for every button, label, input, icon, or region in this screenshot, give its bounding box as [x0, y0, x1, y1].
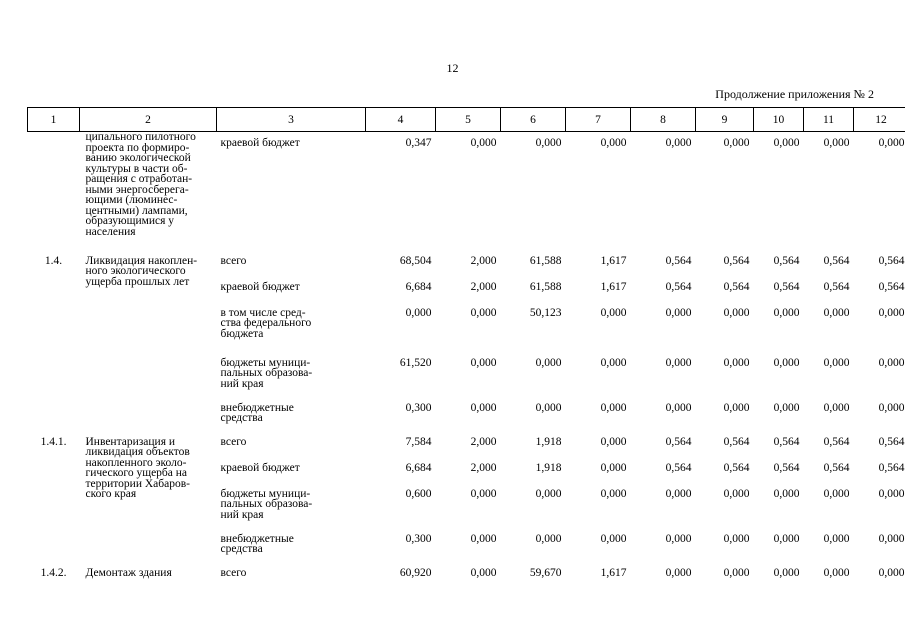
value-cell: 0,000 [878, 137, 905, 149]
table-row [28, 132, 905, 250]
column-number: 2 [80, 108, 217, 132]
funding-source-cell [217, 457, 366, 483]
value-cell: 0,000 [773, 487, 800, 500]
column-number: 3 [217, 108, 366, 132]
value-cell: 0,564 [823, 280, 850, 293]
column-number: 5 [436, 108, 501, 132]
value-cell: 0,564 [773, 254, 800, 267]
value-cell: 0,564 [723, 254, 750, 267]
value-cell: 0,000 [535, 401, 562, 414]
value-cell: 0,000 [665, 487, 692, 500]
table-row [28, 562, 905, 588]
value-cell: 0,564 [723, 461, 750, 474]
funding-source: в том числе сред- ства федерального бюджета [220, 306, 312, 340]
value-cell: 1,617 [600, 254, 627, 267]
value-cell: 0,000 [470, 487, 497, 500]
value-cell: 0,000 [470, 306, 497, 319]
funding-source-cell [217, 483, 366, 528]
value-cell: 0,000 [878, 356, 905, 369]
value-cell: 0,000 [823, 306, 850, 319]
value-cell: 1,918 [535, 461, 562, 474]
value-cell: 0,000 [773, 137, 800, 149]
column-number: 10 [754, 108, 804, 132]
value-cell: 59,670 [529, 566, 562, 579]
value-cell: 0,564 [878, 461, 905, 474]
value-cell: 1,918 [535, 435, 562, 448]
value-cell: 0,000 [665, 532, 692, 545]
value-cell: 0,564 [773, 280, 800, 293]
item-name: Ликвидация накоплен- ного экологического ущерба прошлых лет [85, 254, 198, 288]
table-row [28, 250, 905, 276]
value-cell: 0,000 [878, 566, 905, 579]
value-cell: 0,000 [470, 137, 497, 149]
value-cell: 0,300 [405, 401, 432, 414]
funding-source: всего [220, 435, 247, 448]
value-cell: 0,000 [723, 137, 750, 149]
value-cell: 68,504 [399, 254, 432, 267]
funding-source-cell [217, 352, 366, 397]
value-cell: 0,000 [600, 306, 627, 319]
value-cell: 7,584 [405, 435, 432, 448]
funding-source: бюджеты муници- пальных образова- ний края [220, 487, 313, 521]
item-code: 1.4.2. [40, 566, 67, 579]
value-cell: 0,000 [773, 356, 800, 369]
value-cell: 0,000 [823, 356, 850, 369]
funding-source: всего [220, 566, 247, 579]
value-cell: 2,000 [470, 461, 497, 474]
value-cell: 0,000 [723, 306, 750, 319]
value-cell: 0,000 [535, 532, 562, 545]
item-code: 1.4.1. [40, 435, 67, 448]
value-cell: 2,000 [470, 280, 497, 293]
value-cell: 50,123 [529, 306, 562, 319]
item-name: ципального пилотного проекта по формиро- ванию экологической культуры в части об- ращения с отработан- ными энергосберега- ющими (люминес- центными) лампами, образующимися у населения [85, 131, 196, 238]
value-cell: 0,000 [600, 435, 627, 448]
funding-source: краевой бюджет [220, 280, 300, 293]
value-cell: 6,684 [405, 280, 432, 293]
value-cell: 0,000 [773, 306, 800, 319]
funding-source: внебюджетные средства [220, 401, 294, 424]
value-cell: 0,000 [878, 401, 905, 414]
value-cell: 0,000 [600, 532, 627, 545]
value-cell: 0,000 [773, 566, 800, 579]
funding-source-cell [217, 528, 366, 562]
funding-source-cell [217, 397, 366, 431]
value-cell: 0,000 [600, 401, 627, 414]
value-cell: 0,000 [773, 532, 800, 545]
column-number: 9 [696, 108, 754, 132]
value-cell: 0,000 [600, 487, 627, 500]
value-cell: 1,617 [600, 566, 627, 579]
value-cell: 0,000 [405, 306, 432, 319]
value-cell: 0,564 [773, 461, 800, 474]
funding-source: всего [220, 254, 247, 267]
value-cell: 0,000 [535, 487, 562, 500]
value-cell: 0,000 [665, 566, 692, 579]
value-cell: 0,000 [470, 401, 497, 414]
value-cell: 0,564 [823, 461, 850, 474]
value-cell: 0,000 [665, 356, 692, 369]
value-cell: 0,000 [773, 401, 800, 414]
column-number: 8 [631, 108, 696, 132]
funding-source-cell [217, 431, 366, 457]
item-name-cell [80, 562, 217, 588]
value-cell: 0,000 [878, 532, 905, 545]
value-cell: 0,564 [665, 461, 692, 474]
funding-source-cell [217, 250, 366, 276]
value-cell: 0,000 [600, 356, 627, 369]
value-cell: 0,000 [823, 401, 850, 414]
value-cell: 0,564 [723, 280, 750, 293]
value-cell: 0,000 [823, 137, 850, 149]
value-cell: 0,564 [823, 254, 850, 267]
item-name: Инвентаризация и ликвидация объектов накопленного эколо- гического ущерба на территории Хабаров- ского края [85, 435, 190, 500]
column-number: 12 [854, 108, 905, 132]
value-cell: 0,000 [600, 137, 627, 149]
funding-source: внебюджетные средства [220, 532, 294, 555]
value-cell: 61,588 [529, 280, 562, 293]
value-cell: 0,564 [878, 280, 905, 293]
item-code-cell [28, 132, 80, 250]
value-cell: 0,000 [878, 306, 905, 319]
funding-source-cell [217, 276, 366, 302]
funding-source: краевой бюджет [220, 461, 300, 474]
column-number: 6 [501, 108, 566, 132]
value-cell: 0,564 [723, 435, 750, 448]
value-cell: 0,000 [665, 137, 692, 149]
item-name-cell [80, 431, 217, 562]
value-cell: 0,564 [773, 435, 800, 448]
value-cell: 0,000 [823, 532, 850, 545]
value-cell: 0,000 [723, 356, 750, 369]
value-cell: 0,564 [665, 254, 692, 267]
value-cell: 0,347 [405, 137, 432, 149]
column-number-row [28, 108, 905, 132]
value-cell: 0,000 [878, 487, 905, 500]
value-cell: 0,000 [535, 356, 562, 369]
value-cell: 60,920 [399, 566, 432, 579]
funding-source: бюджеты муници- пальных образова- ний края [220, 356, 313, 390]
value-cell: 0,564 [878, 254, 905, 267]
value-cell: 6,684 [405, 461, 432, 474]
item-name: Демонтаж здания [85, 566, 172, 579]
funding-source-cell [217, 302, 366, 352]
funding-source-cell [217, 132, 366, 250]
funding-source-cell [217, 562, 366, 588]
table-row [28, 431, 905, 457]
value-cell: 0,000 [665, 306, 692, 319]
funding-source: краевой бюджет [220, 137, 300, 149]
value-cell: 2,000 [470, 435, 497, 448]
column-number: 11 [804, 108, 854, 132]
column-number: 4 [366, 108, 436, 132]
value-cell: 2,000 [470, 254, 497, 267]
item-code: 1.4. [44, 254, 63, 267]
column-number: 7 [566, 108, 631, 132]
value-cell: 0,000 [723, 566, 750, 579]
value-cell: 0,600 [405, 487, 432, 500]
value-cell: 0,564 [665, 435, 692, 448]
value-cell: 1,617 [600, 280, 627, 293]
budget-table [27, 107, 905, 588]
item-name-cell [80, 132, 217, 250]
value-cell: 0,564 [665, 280, 692, 293]
value-cell: 0,000 [723, 532, 750, 545]
value-cell: 0,000 [665, 401, 692, 414]
value-cell: 0,300 [405, 532, 432, 545]
value-cell: 0,000 [823, 487, 850, 500]
value-cell: 0,000 [470, 532, 497, 545]
column-number: 1 [28, 108, 80, 132]
item-name-cell [80, 250, 217, 431]
appendix-caption: Продолжение приложения № 2 [715, 87, 874, 101]
value-cell: 0,000 [723, 487, 750, 500]
value-cell: 0,000 [723, 401, 750, 414]
value-cell: 0,564 [878, 435, 905, 448]
value-cell: 0,000 [600, 461, 627, 474]
page-number: 12 [446, 61, 459, 75]
value-cell: 0,000 [535, 137, 562, 149]
value-cell: 61,588 [529, 254, 562, 267]
value-cell: 0,564 [823, 435, 850, 448]
value-cell: 61,520 [399, 356, 432, 369]
value-cell: 0,000 [470, 356, 497, 369]
value-cell: 0,000 [823, 566, 850, 579]
value-cell: 0,000 [470, 566, 497, 579]
